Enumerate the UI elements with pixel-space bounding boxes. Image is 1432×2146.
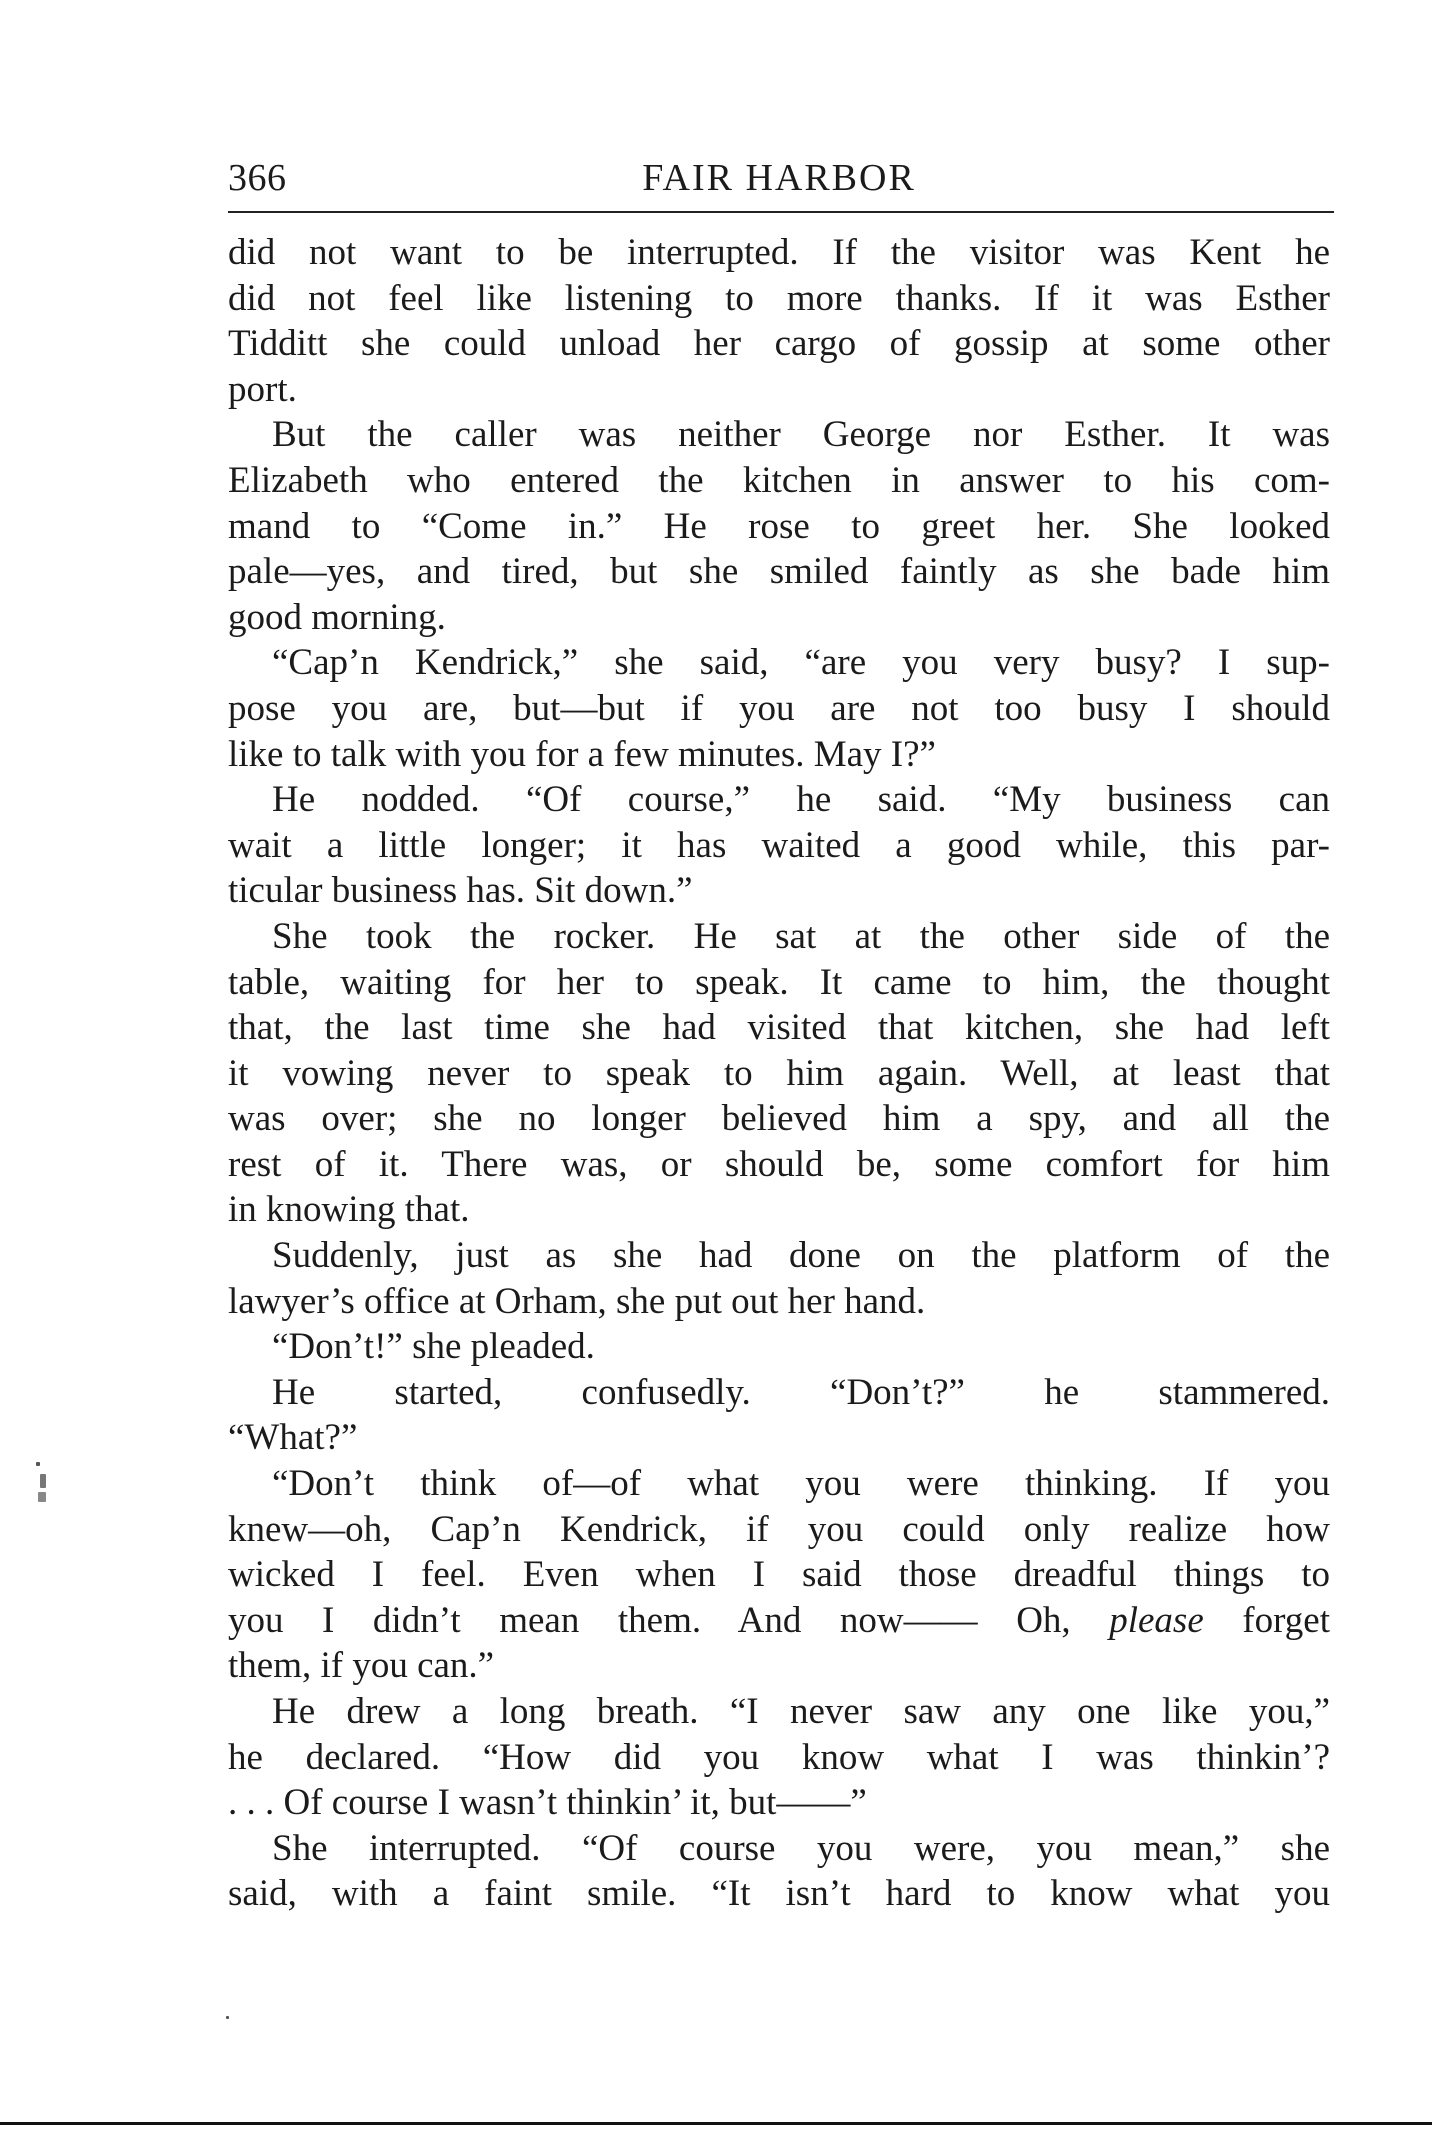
text-line: He nodded. “Of course,” he said. “My business can [272, 779, 1330, 821]
header-rule [228, 211, 1334, 213]
text-line: Suddenly, just as she had done on the platform of the [272, 1235, 1330, 1277]
text-line: “What?” [228, 1417, 358, 1459]
text-line: rest of it. There was, or should be, some comfort for him [228, 1143, 1330, 1185]
text-line: She took the rocker. He sat at the other side of the [272, 915, 1330, 957]
text-line: said, with a faint smile. “It isn’t hard to know what you [228, 1873, 1330, 1915]
text-line: pose you are, but—but if you are not too busy I should [228, 687, 1330, 729]
running-head: FAIR HARBOR [642, 157, 916, 199]
text-line-with-italic [228, 1598, 1330, 1644]
text-line: . . . Of course I wasn’t thinkin’ it, but——” [228, 1782, 867, 1824]
text-line: them, if you can.” [228, 1645, 495, 1687]
text-line: did not feel like listening to more thanks. If it was Esther [228, 277, 1330, 319]
text-line: that, the last time she had visited that kitchen, she had left [228, 1007, 1330, 1049]
margin-speck [40, 1474, 46, 1488]
text-line: like to talk with you for a few minutes. May I?” [228, 733, 936, 775]
text-line: “Don’t think of—of what you were thinking. If you [272, 1463, 1330, 1505]
margin-speck [226, 2016, 229, 2019]
text-line: in knowing that. [228, 1189, 470, 1231]
text-line: it vowing never to speak to him again. Well, at least that [228, 1052, 1330, 1094]
text-line: he declared. “How did you know what I was thinkin’? [228, 1736, 1330, 1778]
page-number: 366 [228, 157, 287, 199]
body-text [228, 230, 1330, 1917]
margin-speck [38, 1492, 46, 1502]
text-line: wicked I feel. Even when I said those dreadful things to [228, 1554, 1330, 1596]
text-line: ticular business has. Sit down.” [228, 870, 693, 912]
page-header [228, 152, 1330, 212]
text-line: wait a little longer; it has waited a good while, this par- [228, 824, 1330, 866]
text-line: He drew a long breath. “I never saw any one like you,” [272, 1691, 1330, 1732]
text-line: port. [228, 368, 297, 410]
margin-speck [36, 1462, 40, 1466]
text-line: knew—oh, Cap’n Kendrick, if you could only realize how [228, 1508, 1330, 1550]
text-line: good morning. [228, 596, 446, 638]
text-line: But the caller was neither George nor Esther. It was [272, 414, 1330, 456]
text-line: He started, confusedly. “Don’t?” he stammered. [272, 1371, 1330, 1413]
bottom-edge-rule [0, 2122, 1432, 2125]
text-line: lawyer’s office at Orham, she put out her hand. [228, 1280, 926, 1322]
text-line: was over; she no longer believed him a spy, and all the [228, 1098, 1330, 1140]
text-line: “Cap’n Kendrick,” she said, “are you very busy? I sup- [272, 642, 1330, 684]
text-line: Tidditt she could unload her cargo of gossip at some other [228, 323, 1330, 365]
text-segment: forget [1203, 1599, 1330, 1641]
text-line: “Don’t!” she pleaded. [272, 1326, 595, 1368]
text-line: She interrupted. “Of course you were, you mean,” she [272, 1827, 1330, 1869]
text-segment: you I didn’t mean them. And now—— Oh, [228, 1599, 1110, 1641]
text-line: table, waiting for her to speak. It came to him, the thought [228, 961, 1330, 1003]
text-line: did not want to be interrupted. If the visitor was Kent he [228, 232, 1330, 273]
text-line: Elizabeth who entered the kitchen in answer to his com- [228, 459, 1330, 501]
italic-word: please [1109, 1599, 1204, 1641]
text-line: mand to “Come in.” He rose to greet her. She looked [228, 505, 1330, 547]
text-line: pale—yes, and tired, but she smiled faintly as she bade him [228, 551, 1330, 593]
